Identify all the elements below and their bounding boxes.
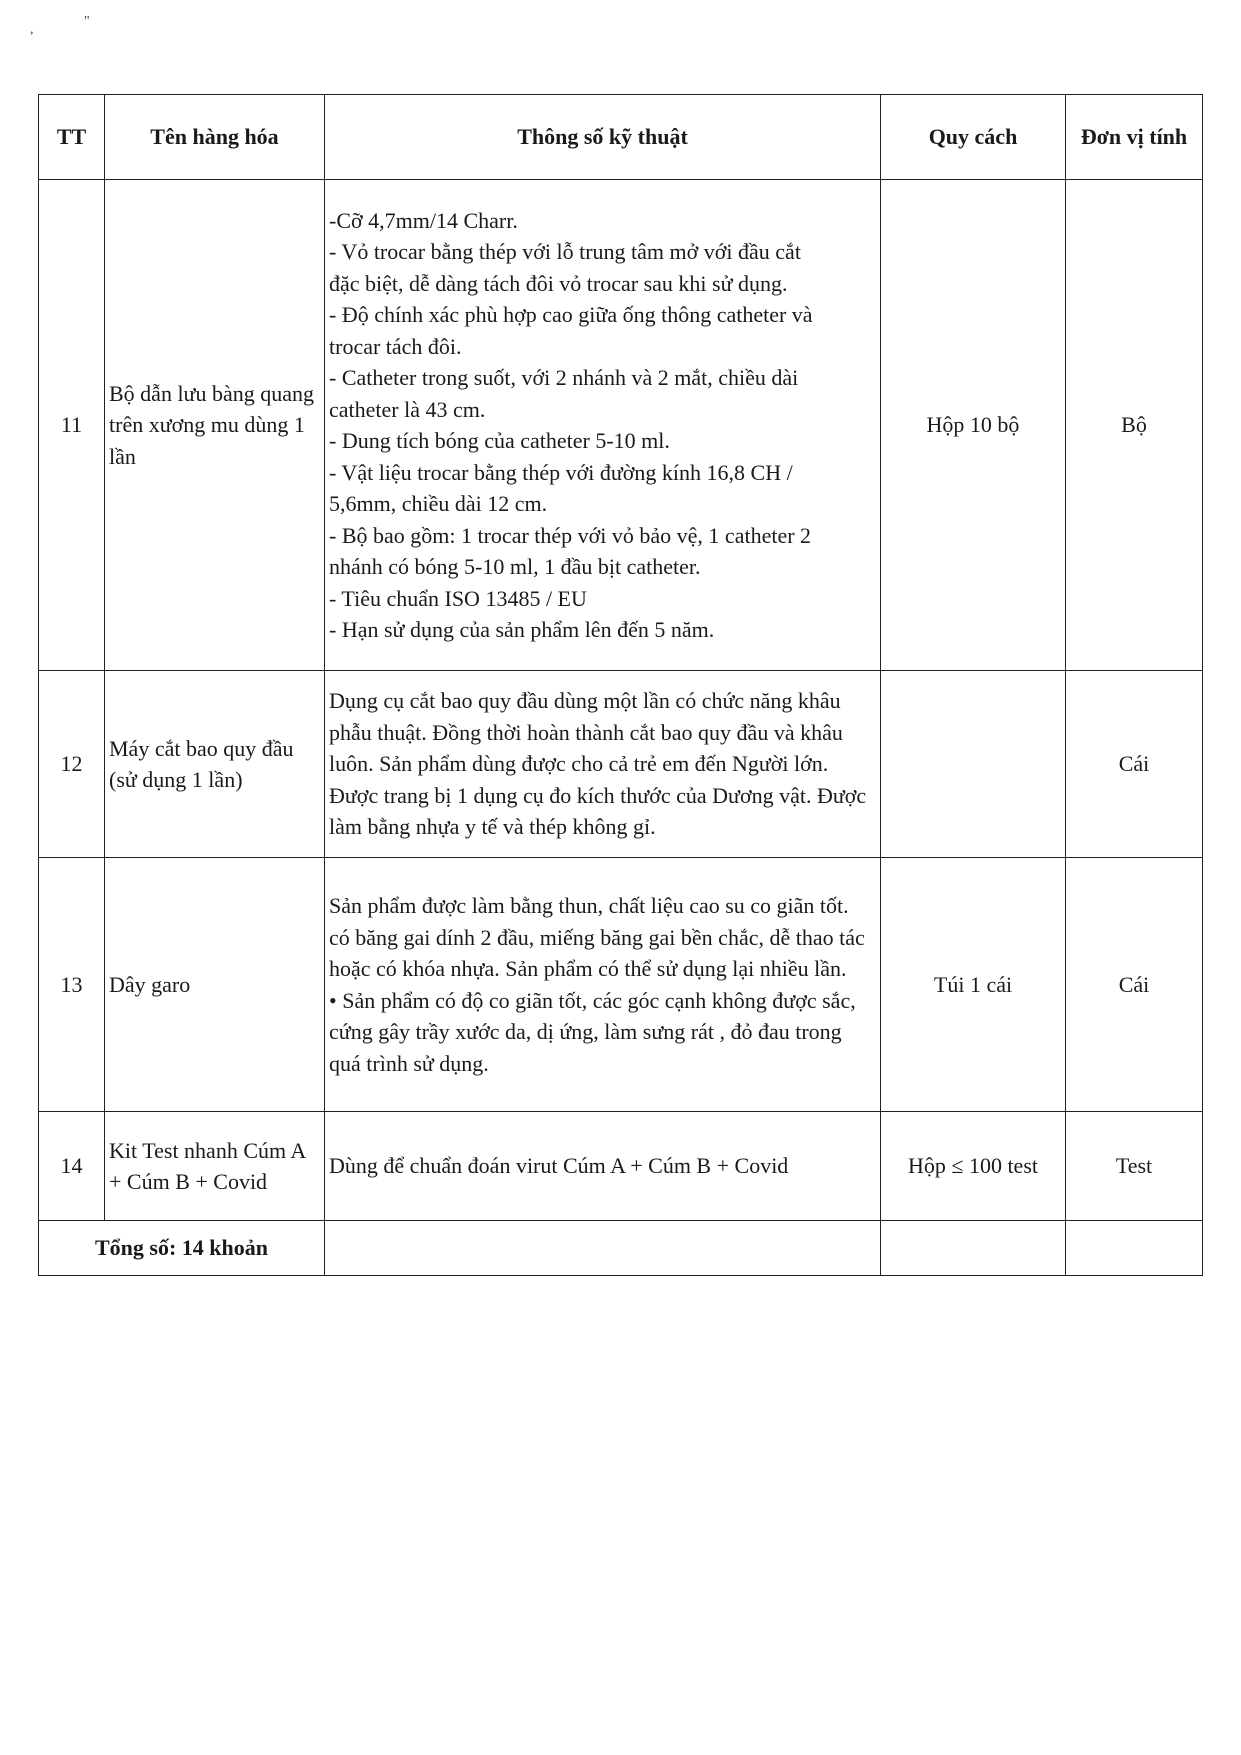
spec-line: đặc biệt, dễ dàng tách đôi vỏ trocar sau khi sử dụng. (329, 270, 788, 296)
scan-mark: , (30, 22, 34, 37)
item-spec: Dùng để chuẩn đoán virut Cúm A + Cúm B + Covid (325, 1112, 881, 1221)
item-unit: Bộ (1066, 180, 1203, 671)
item-pack: Túi 1 cái (881, 858, 1066, 1112)
spec-paragraph: • Sản phẩm có độ co giãn tốt, các góc cạnh không được sắc, cứng gây trầy xước da, dị ứng, làm sưng rát , đỏ đau trong quá trình sử dụng. (329, 987, 856, 1076)
header-pack: Quy cách (881, 95, 1066, 180)
item-unit: Cái (1066, 858, 1203, 1112)
total-row (39, 1221, 1203, 1276)
spec-line: - Độ chính xác phù hợp cao giữa ống thông catheter và (329, 302, 813, 327)
item-name: Bộ dẫn lưu bàng quang trên xương mu dùng 1 lần (105, 180, 325, 671)
item-pack (881, 671, 1066, 858)
row-number: 13 (39, 858, 105, 1112)
item-name: Máy cắt bao quy đầu (sử dụng 1 lần) (105, 671, 325, 858)
spec-line: trocar tách đôi. (329, 333, 462, 359)
total-pack-cell (881, 1221, 1066, 1276)
item-spec (325, 858, 881, 1112)
item-spec (325, 180, 881, 671)
total-unit-cell (1066, 1221, 1203, 1276)
item-pack: Hộp ≤ 100 test (881, 1112, 1066, 1221)
row-number: 14 (39, 1112, 105, 1221)
spec-line: - Hạn sử dụng của sản phẩm lên đến 5 năm. (329, 617, 715, 642)
spec-line: 5,6mm, chiều dài 12 cm. (329, 491, 548, 516)
item-pack: Hộp 10 bộ (881, 180, 1066, 671)
table-row (39, 180, 1203, 671)
goods-spec-table (38, 94, 1203, 1276)
table-header-row (39, 95, 1203, 180)
spec-line: - Bộ bao gồm: 1 trocar thép với vỏ bảo vệ, 1 catheter 2 (329, 522, 812, 548)
spec-line: -Cỡ 4,7mm/14 Charr. (329, 207, 518, 233)
item-spec: Dụng cụ cắt bao quy đầu dùng một lần có chức năng khâu phẫu thuật. Đồng thời hoàn thành cắt bao quy đầu và khâu luôn. Sản phẩm dùng được cho cả trẻ em đến Người lớn. Được trang bị 1 dụng cụ đo kích thước của Dương vật. Được làm bằng nhựa y tế và thép không gỉ. (325, 671, 881, 858)
header-tt: TT (39, 95, 105, 180)
row-number: 11 (39, 180, 105, 671)
spec-line: - Dung tích bóng của catheter 5-10 ml. (329, 428, 670, 453)
spec-line: - Catheter trong suốt, với 2 nhánh và 2 mắt, chiều dài (329, 365, 799, 390)
total-label: Tổng số: 14 khoản (39, 1221, 325, 1276)
header-name: Tên hàng hóa (105, 95, 325, 180)
scan-mark: " (84, 14, 90, 29)
spec-line: - Vỏ trocar bằng thép với lỗ trung tâm mở với đầu cắt (329, 239, 801, 264)
row-number: 12 (39, 671, 105, 858)
spec-line: - Tiêu chuẩn ISO 13485 / EU (329, 585, 587, 611)
table-row (39, 671, 1203, 858)
spec-line: - Vật liệu trocar bằng thép với đường kính 16,8 CH / (329, 459, 793, 485)
table-row (39, 1112, 1203, 1221)
spec-line: catheter là 43 cm. (329, 396, 486, 422)
spec-paragraph: Sản phẩm được làm bằng thun, chất liệu cao su co giãn tốt. có băng gai dính 2 đầu, miếng băng gai bền chắc, dễ thao tác hoặc có khóa nhựa. Sản phẩm có thể sử dụng lại nhiều lần. (329, 893, 865, 981)
header-unit: Đơn vị tính (1066, 95, 1203, 180)
spec-line: nhánh có bóng 5-10 ml, 1 đầu bịt catheter. (329, 554, 701, 579)
header-spec: Thông số kỹ thuật (325, 95, 881, 180)
table-row (39, 858, 1203, 1112)
item-name: Dây garo (105, 858, 325, 1112)
item-unit: Test (1066, 1112, 1203, 1221)
total-spec-cell (325, 1221, 881, 1276)
item-unit: Cái (1066, 671, 1203, 858)
item-name: Kit Test nhanh Cúm A + Cúm B + Covid (105, 1112, 325, 1221)
